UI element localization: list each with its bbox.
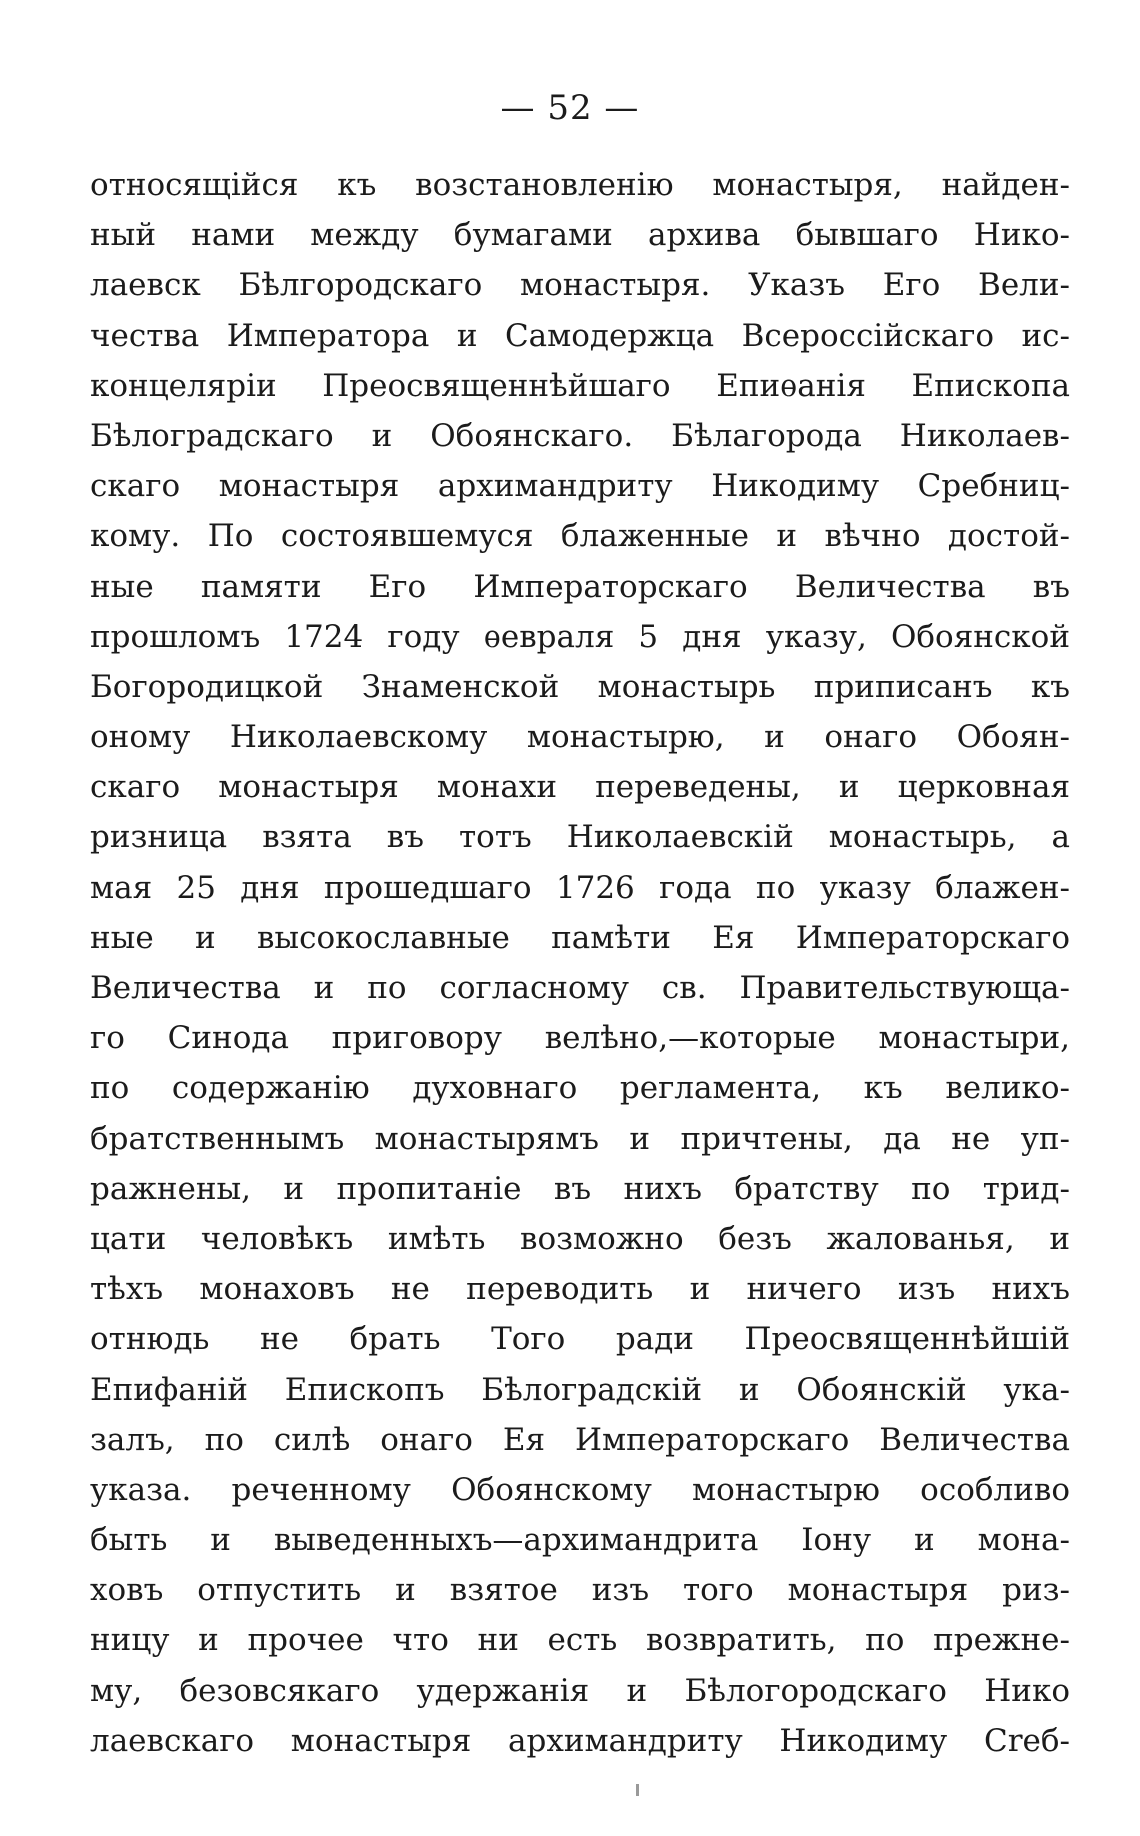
text-line: ражнены, и пропитаніе въ нихъ братству по трид- — [90, 1170, 1070, 1207]
text-line: относящійся къ возстановленію монастыря, найден- — [90, 167, 1070, 203]
text-line: отнюдь не брать Того ради Преосвященнѣйшій — [90, 1321, 1070, 1358]
text-line: лаевск Бѣлгородскаго монастыря. Указъ Его Вели- — [90, 267, 1070, 304]
text-line: оному Николаевскому монастырю, и онаго Обоян- — [90, 719, 1070, 756]
print-mark — [636, 1784, 639, 1796]
text-line: братственнымъ монастырямъ и причтены, да не уп- — [90, 1120, 1070, 1157]
text-line: чества Императора и Самодержца Всероссійскаго ис- — [90, 317, 1070, 354]
text-line: ризница взята въ тотъ Николаевскій монастырь, а — [90, 819, 1070, 856]
text-line: ницу и прочее что ни есть возвратить, по прежне- — [90, 1622, 1070, 1659]
text-line: го Синода приговору велѣно,—которые монастыри, — [90, 1020, 1070, 1057]
text-line: скаго монастыря архимандриту Никодиму Сребниц- — [90, 468, 1070, 505]
text-line: скаго монастыря монахи переведены, и церковная — [90, 769, 1070, 806]
text-line: концеляріи Преосвященнѣйшаго Епиѳанія Епископа — [90, 367, 1070, 404]
text-line: тѣхъ монаховъ не переводить и ничего изъ нихъ — [90, 1271, 1070, 1308]
text-line: цати человѣкъ имѣть возможно безъ жалованья, и — [90, 1220, 1070, 1257]
text-line: залъ, по силѣ онаго Ея Императорскаго Величества — [90, 1421, 1070, 1458]
text-line: лаевскаго монастыря архимандриту Никодиму Сreб- — [90, 1722, 1070, 1759]
text-line: му, безовсякаго удержанія и Бѣлогородскаго Нико — [90, 1672, 1070, 1709]
text-line: Величества и по согласному св. Правительствующа- — [90, 970, 1070, 1006]
text-line: ный нами между бумагами архива бывшаго Нико- — [90, 217, 1070, 254]
text-line: Бѣлоградскаго и Обоянскаго. Бѣлагорода Николаев- — [90, 417, 1070, 454]
text-line: кому. По состоявшемуся блаженные и вѣчно достой- — [90, 518, 1070, 555]
text-line: по содержанію духовнаго регламента, къ велико- — [90, 1070, 1070, 1107]
text-line: ные и высокославные памѣти Ея Императорскаго — [90, 919, 1070, 956]
text-line: мая 25 дня прошедшаго 1726 года по указу блажен- — [90, 869, 1070, 906]
text-line: прошломъ 1724 году ѳевраля 5 дня указу, Обоянской — [90, 618, 1070, 655]
text-line: ные памяти Его Императорскаго Величества въ — [90, 568, 1070, 605]
text-line: Епифаній Епископъ Бѣлоградскій и Обоянскій ука- — [90, 1371, 1070, 1408]
text-line: указа. реченному Обоянскому монастырю особливо — [90, 1471, 1070, 1508]
page-body-text — [90, 160, 1070, 1766]
text-line: быть и выведенныхъ—архимандрита Іону и мона- — [90, 1522, 1070, 1559]
text-line: Богородицкой Знаменской монастырь приписанъ къ — [90, 668, 1070, 705]
text-line: ховъ отпустить и взятое изъ того монастыря риз- — [90, 1572, 1070, 1609]
page-number-header: — 52 — — [500, 88, 640, 128]
